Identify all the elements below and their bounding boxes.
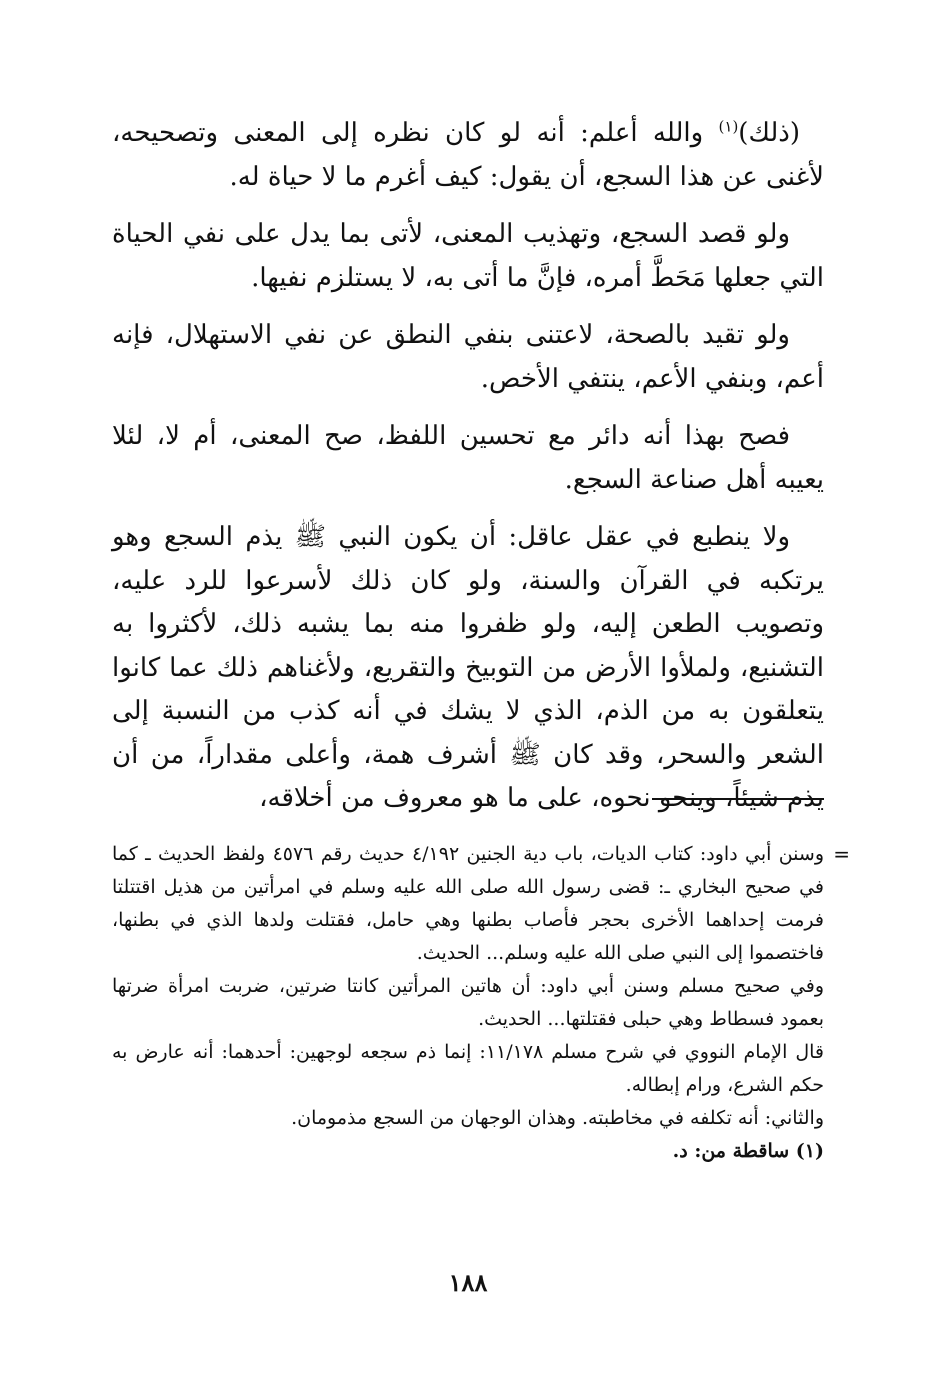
footnote-paragraph-muslim: وفي صحيح مسلم وسنن أبي داود: أن هاتين المرأتين كانتا ضرتين، ضربت امرأة ضرتها بعمود فسطاط وهي حبلى فقتلتها... الحديث. [112,975,824,1030]
page-number: ١٨٨ [448,1268,488,1297]
main-text [112,112,824,821]
paragraph-4: فصح بهذا أنه دائر مع تحسين اللفظ، صح المعنى، أم لا، لئلا يعيبه أهل صناعة السجع. [112,421,824,495]
footnote-reference-1: (١) [718,117,739,136]
footnotes-section [112,838,850,1168]
footnote-continuation-text: وسنن أبي داود: كتاب الديات، باب دية الجنين ٤/١٩٢ حديث رقم ٤٥٧٦ ولفظ الحديث ـ كما في صحيح البخاري ـ: قضى رسول الله صلى الله عليه وسلم في امرأتين من هذيل اقتتلتا فرمت إحداهما الأخرى بحجر فأصاب بطنها وهي حامل، فقتلت ولدها الذي في بطنها، فاختصموا إلى النبي صلى الله عليه وسلم... الحديث. [112,843,825,964]
paragraph-1-start: (ذلك) [738,118,800,148]
paragraph-2: ولو قصد السجع، وتهذيب المعنى، لأتى بما يدل على نفي الحياة التي جعلها مَحَطَّ أمره، فإنَّ ما أتى به، لا يستلزم نفيها. [112,219,824,293]
footnote-1: (١) ساقطة من: د. [672,1140,824,1162]
footnote-continuation [112,838,850,970]
footnote-paragraph-second-reason: والثاني: أنه تكلفه في مخاطبته. وهذان الوجهان من السجع مذمومان. [291,1107,824,1129]
footnote-paragraph-nawawi: قال الإمام النووي في شرح مسلم ١١/١٧٨: إنما ذم سجعه لوجهين: أحدهما: أنه عارض به حكم الشرع، ورام إبطاله. [112,1041,825,1096]
continuation-mark: = [833,842,850,866]
footnote-separator [652,798,824,800]
paragraph-1 [112,112,824,199]
paragraph-3: ولو تقيد بالصحة، لاعتنى بنفي النطق عن نفي الاستهلال، فإنه أعم، وبنفي الأعم، ينتفي الأخص. [112,320,824,394]
paragraph-1-rest: والله أعلم: أنه لو كان نظره إلى المعنى وتصحيحه، لأغنى عن هذا السجع، أن يقول: كيف أغرم ما لا حياة له. [112,118,824,192]
paragraph-5: ولا ينطبع في عقل عاقل: أن يكون النبي ﷺ يذم السجع وهو يرتكبه في القرآن والسنة، ولو كان ذلك لأسرعوا للرد عليه، وتصويب الطعن إليه، ولو ظفروا منه بما يشبه ذلك، لأكثروا به التشنيع، ولملأوا الأرض من التوبيخ والتقريع، ولأغناهم ذلك عما كانوا يتعلقون به من الذم، الذي لا يشك في أنه كذب من النسبة إلى الشعر والسحر، وقد كان ﷺ أشرف همة، وأعلى مقداراً، من أن يذم شيئاً، وينحو نحوه، على ما هو معروف من أخلاقه، [112,522,824,813]
book-page [112,112,850,1312]
